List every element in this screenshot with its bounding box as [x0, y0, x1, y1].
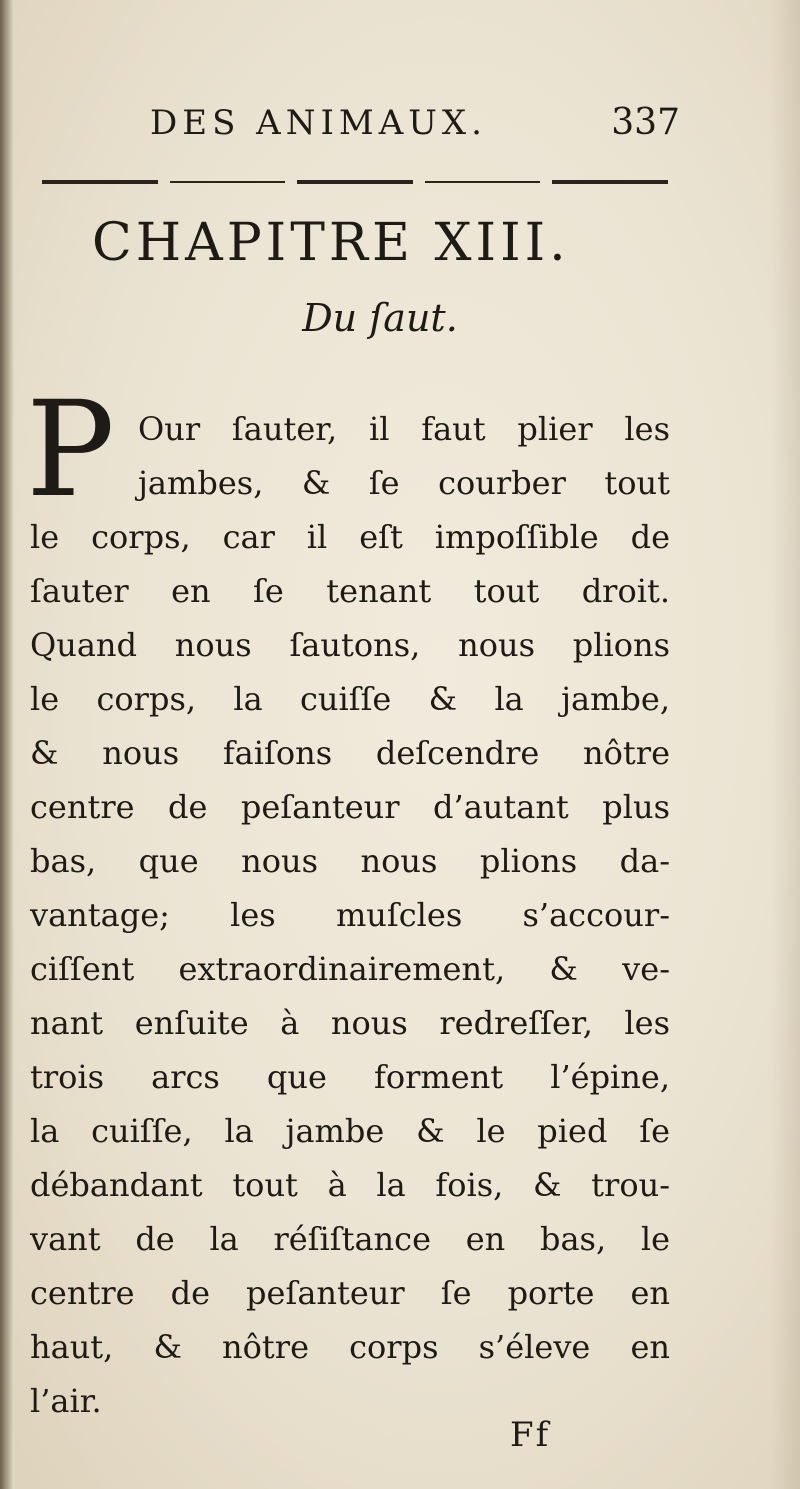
ornament-rule: [42, 180, 668, 186]
signature-mark: Ff: [510, 1415, 551, 1455]
page-number: 337: [611, 102, 680, 143]
text-line: ſauter en ſe tenant tout droit.: [30, 572, 670, 610]
drop-cap: P: [26, 373, 115, 527]
text-line: Quand nous ſautons, nous plions: [30, 626, 670, 664]
text-line: jambes, & ſe courber tout: [138, 464, 670, 502]
chapter-title: CHAPITRE XIII.: [92, 213, 570, 273]
text-line: vant de la réſiſtance en bas, le: [30, 1220, 670, 1258]
text-line: la cuiſſe, la jambe & le pied ſe: [30, 1112, 670, 1150]
text-line: trois arcs que forment l’épine,: [30, 1058, 670, 1096]
running-title: DES ANIMAUX.: [150, 103, 487, 143]
text-line: le corps, la cuiſſe & la jambe,: [30, 680, 670, 718]
text-line: haut, & nôtre corps s’éleve en: [30, 1328, 670, 1366]
text-line: l’air.: [30, 1382, 102, 1420]
section-title: Du ſaut.: [302, 296, 458, 340]
page-gutter-shadow: [0, 0, 14, 1489]
text-line: ciſſent extraordinairement, & ve-: [30, 950, 670, 988]
page-edge-shade: [770, 0, 800, 1489]
text-line: centre de peſanteur ſe porte en: [30, 1274, 670, 1312]
text-line: débandant tout à la fois, & trou-: [30, 1166, 670, 1204]
text-line: centre de peſanteur d’autant plus: [30, 788, 670, 826]
text-line: nant enſuite à nous redreſſer, les: [30, 1004, 670, 1042]
text-line: le corps, car il eſt impoſſible de: [30, 518, 670, 556]
text-line: & nous faiſons deſcendre nôtre: [30, 734, 670, 772]
running-head: [150, 98, 680, 148]
text-line: bas, que nous nous plions da-: [30, 842, 670, 880]
text-line: Our ſauter, il faut plier les: [138, 410, 670, 448]
text-line: vantage; les muſcles s’accour-: [30, 896, 670, 934]
